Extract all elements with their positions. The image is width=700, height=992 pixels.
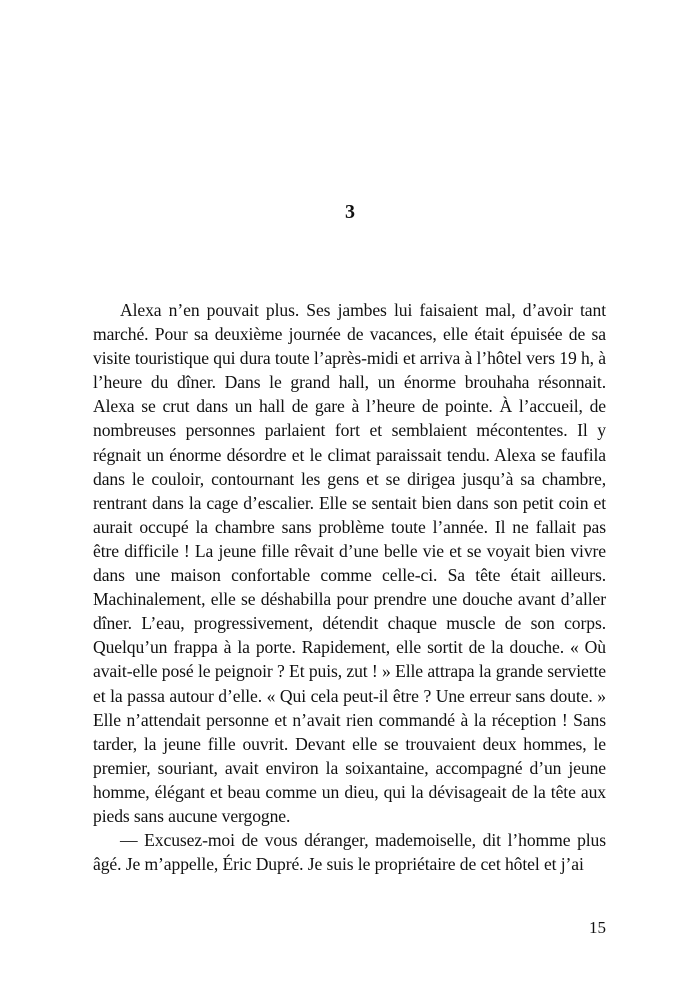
paragraph: Alexa n’en pouvait plus. Ses jambes lui faisaient mal, d’avoir tant marché. Pour sa deuxième journée de vacances, elle était épuisée de sa visite touristique qui dura toute l’après-midi et arriva à l’hôtel vers 19 h, à l’heure du dîner. Dans le grand hall, un énorme brouhaha résonnait. Alexa se crut dans un hall de gare à l’heure de pointe. À l’accueil, de nombreuses personnes parlaient fort et semblaient mécontentes. Il y régnait un énorme désordre et le climat paraissait tendu. Alexa se faufila dans le couloir, contournant les gens et se dirigea jusqu’à sa chambre, rentrant dans la cage d’escalier. Elle se sentait bien dans son petit coin et aurait occupé la chambre sans problème toute l’année. Il ne fallait pas être difficile ! La jeune fille rêvait d’une belle vie et se voyait bien vivre dans une maison confortable comme celle-ci. Sa tête était ailleurs. Machinalement, elle se déshabilla pour prendre une douche avant d’aller dîner. L’eau, progressivement, détendit chaque muscle de son corps. Quelqu’un frappa à la porte. Rapidement, elle sortit de la douche. « Où avait-elle posé le peignoir ? Et puis, zut ! » Elle attrapa la grande serviette et la passa autour d’elle. « Qui cela peut-il être ? Une erreur sans doute. » Elle n’attendait personne et n’avait rien commandé à la réception ! Sans tarder, la jeune fille ouvrit. Devant elle se trouvaient deux hommes, le premier, souriant, avait environ la soixantaine, accompagné d’un jeune homme, élégant et beau comme un dieu, qui la dévisageait de la tête aux pieds sans aucune vergogne. — [93, 300, 606, 826]
body-text — [93, 298, 606, 876]
chapter-number: 3 — [345, 201, 355, 223]
paragraph: — Excusez-moi de vous déranger, mademoiselle, dit l’homme plus âgé. Je m’appelle, Éric Dupré. Je suis le propriétaire de cet hôtel et j’ai — [93, 830, 606, 875]
page-number: 15 — [589, 918, 606, 937]
